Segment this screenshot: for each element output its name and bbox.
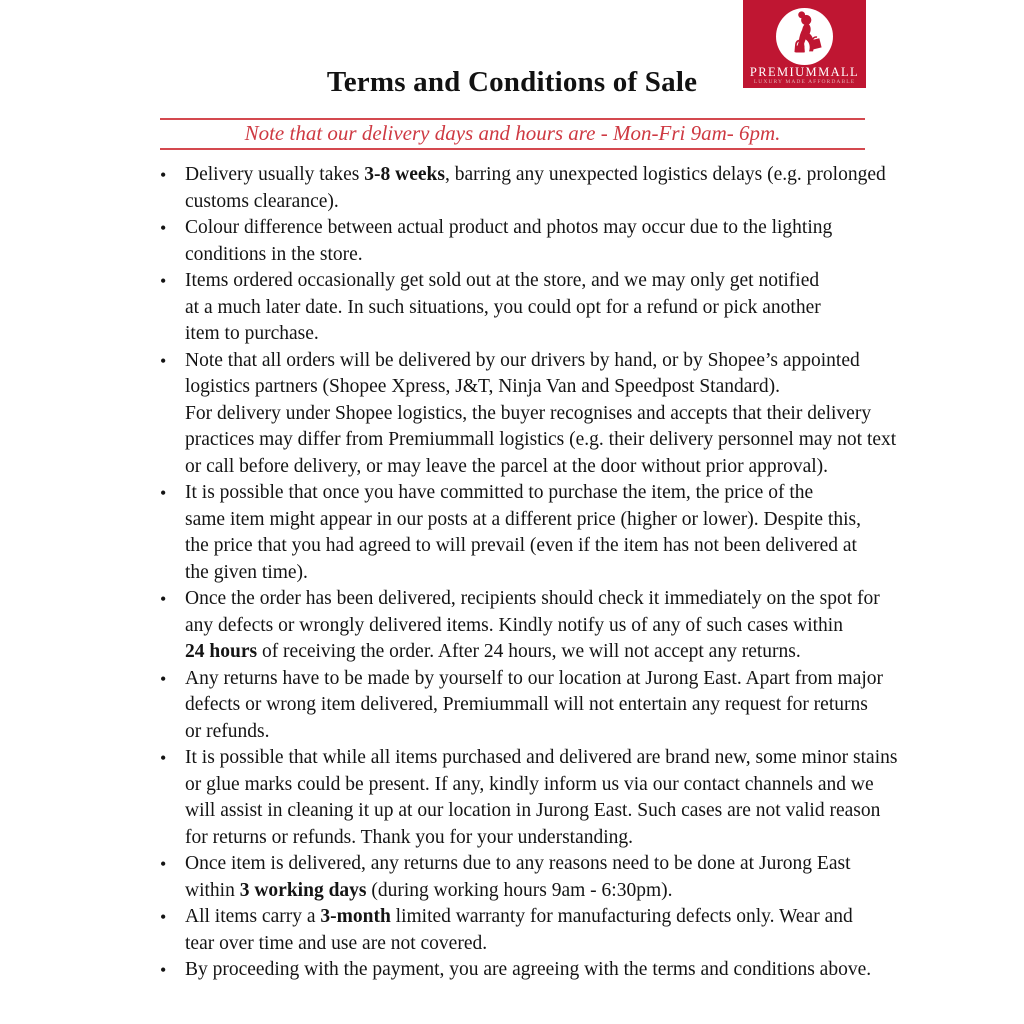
term-text: Colour difference between actual product and photos may occur due to the lighting conditions in the store. <box>185 217 833 265</box>
bullet-icon: • <box>160 350 167 371</box>
term-text: It is possible that while all items purchased and delivered are brand new, some minor stains or glue marks could be present. If any, kindly inform us via our contact channels and we will assist in cleaning it up at our location in Jurong East. Such cases are not valid reason for returns or refunds. Thank you for your understanding. <box>185 747 898 848</box>
term-item <box>160 957 876 984</box>
page-title: Terms and Conditions of Sale <box>326 66 698 98</box>
brand-name: PREMIUMMALL <box>749 65 860 79</box>
term-text: Items ordered occasionally get sold out at the store, and we may only get notified at a much later date. In such situations, you could opt for a refund or pick another item to purchase. <box>185 270 821 344</box>
bullet-icon: • <box>160 271 167 291</box>
term-text: By proceeding with the payment, you are agreeing with the terms and conditions above. <box>185 959 872 980</box>
bullet-icon: • <box>160 748 167 768</box>
term-item <box>160 745 898 851</box>
term-item <box>160 586 880 666</box>
term-text: Once item is delivered, any returns due to any reasons need to be done at Jurong East within 3 working days (during working hours 9am - 6:30pm). <box>185 853 851 901</box>
term-item <box>160 348 897 481</box>
brand-tagline: LUXURY MADE AFFORDABLE <box>753 79 856 85</box>
term-item <box>160 666 884 746</box>
term-item <box>160 851 876 904</box>
bullet-icon: • <box>160 483 167 503</box>
term-text: It is possible that once you have committed to purchase the item, the price of the same item might appear in our posts at a different price (higher or lower). Despite this, the price that you had agreed to will prevail (even if the item has not been delivered at the given time). <box>185 482 861 583</box>
woman-with-shopping-bags-icon <box>776 8 833 65</box>
term-item <box>160 162 886 215</box>
term-text: Delivery usually takes 3-8 weeks, barring any unexpected logistics delays (e.g. prolonged customs clearance). <box>185 164 886 212</box>
term-item <box>160 268 876 348</box>
terms-list <box>160 162 898 984</box>
term-item <box>160 480 876 586</box>
term-item <box>160 904 876 957</box>
delivery-note: Note that our delivery days and hours are - Mon-Fri 9am- 6pm. <box>244 121 781 145</box>
term-item <box>160 215 876 268</box>
bullet-icon: • <box>160 218 167 238</box>
bullet-icon: • <box>160 165 167 185</box>
term-text: Note that all orders will be delivered by our drivers by hand, or by Shopee’s appointed logistics partners (Shopee Xpress, J&T, Ninja Van and Speedpost Standard). For delivery under Shopee logistics, the buyer recognises and accepts that their delivery practices may differ from Premiummall logistics (e.g. their delivery personnel may not text or call before delivery, or may leave the parcel at the door without prior approval). <box>185 349 897 477</box>
bullet-icon: • <box>160 854 167 874</box>
bullet-icon: • <box>160 589 167 609</box>
bullet-icon: • <box>160 668 167 689</box>
bullet-icon: • <box>160 960 167 980</box>
term-text: Any returns have to be made by yourself to our location at Jurong East. Apart from major defects or wrong item delivered, Premiummall will not entertain any request for returns or refunds. <box>185 667 884 742</box>
brand-logo-mark <box>776 8 833 65</box>
bullet-icon: • <box>160 907 167 927</box>
term-text: Once the order has been delivered, recipients should check it immediately on the spot for any defects or wrongly delivered items. Kindly notify us of any of such cases within 24 hours of receiving the order. After 24 hours, we will not accept any returns. <box>185 588 880 662</box>
term-text: All items carry a 3-month limited warranty for manufacturing defects only. Wear and tear over time and use are not covered. <box>185 906 853 954</box>
delivery-note-band <box>160 118 865 150</box>
